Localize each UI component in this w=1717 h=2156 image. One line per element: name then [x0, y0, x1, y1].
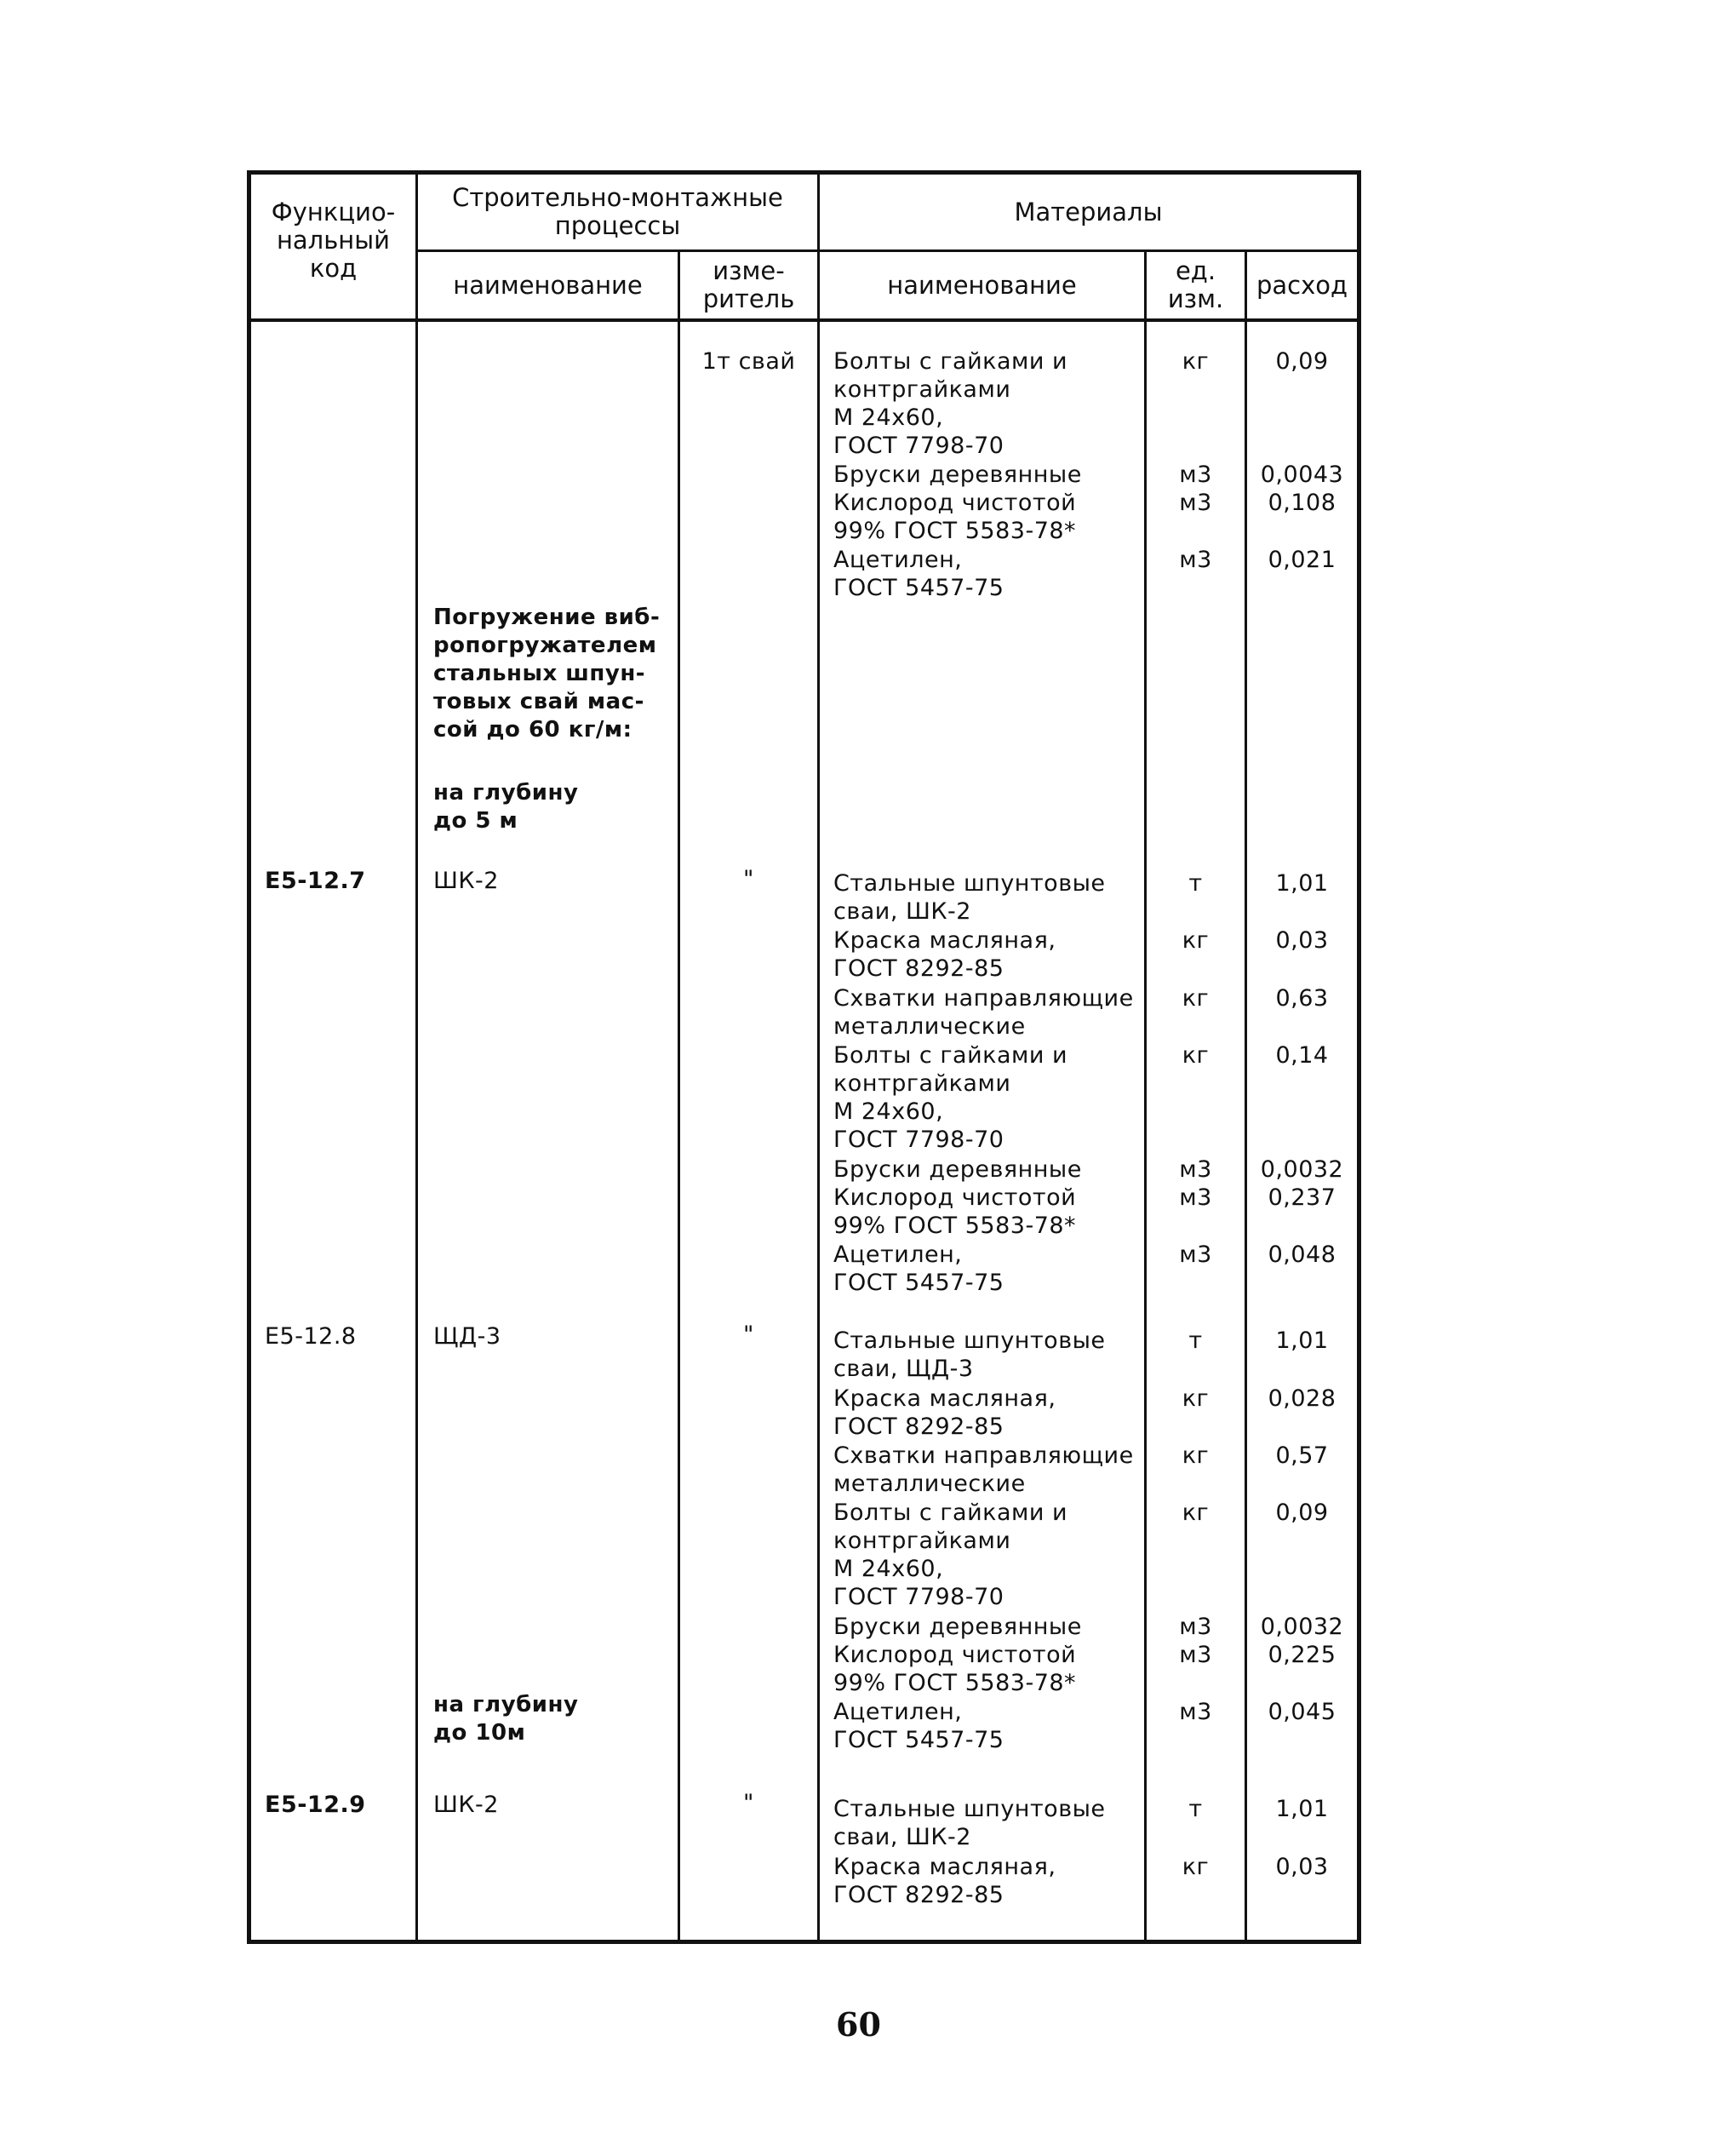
material-name: Болты с гайками и контргайками М 24х60, ГОСТ 7798-70	[833, 1499, 1068, 1610]
material-name: Болты с гайками и контргайками М 24х60, ГОСТ 7798-70	[833, 1042, 1068, 1153]
material-name: Ацетилен, ГОСТ 5457-75	[833, 1699, 1004, 1753]
material-qty: 0,048	[1268, 1241, 1336, 1268]
material-unit: м3	[1179, 1241, 1212, 1268]
material-unit: т	[1188, 1796, 1203, 1822]
material-qty: 0,14	[1275, 1042, 1329, 1069]
header-process-meter: изме- ритель	[679, 251, 819, 321]
material-unit: м3	[1179, 1642, 1212, 1668]
material-name: Стальные шпунтовые сваи, ШК-2	[833, 1796, 1106, 1850]
material-name: Схватки направляющие металлические	[833, 1442, 1134, 1497]
material-unit: м3	[1179, 462, 1212, 488]
material-qty: 0,09	[1275, 348, 1329, 375]
material-unit: кг	[1182, 1442, 1210, 1469]
material-unit: м3	[1179, 490, 1212, 516]
material-qty: 0,57	[1275, 1442, 1329, 1469]
material-qty: 0,045	[1268, 1699, 1336, 1725]
material-unit-column	[1146, 320, 1246, 1942]
material-unit: т	[1188, 1327, 1203, 1354]
process-name: ШК-2	[433, 1792, 499, 1818]
material-unit: кг	[1182, 1385, 1210, 1412]
material-unit: кг	[1182, 1042, 1210, 1069]
material-qty: 0,03	[1275, 927, 1329, 954]
depth-heading: на глубину до 10м	[433, 1692, 579, 1746]
material-qty-column	[1246, 320, 1359, 1942]
material-name: Стальные шпунтовые сваи, ШК-2	[833, 870, 1106, 925]
material-qty: 0,108	[1268, 490, 1336, 516]
material-name: Краска масляная, ГОСТ 8292-85	[833, 927, 1056, 982]
section-title: Погружение виб- ропогружателем стальных шпун- товых свай мас- сой до 60 кг/м:	[433, 605, 661, 743]
material-qty: 0,0032	[1260, 1156, 1344, 1183]
material-qty: 0,237	[1268, 1184, 1336, 1211]
material-unit: м3	[1179, 547, 1212, 573]
process-name: ШК-2	[433, 868, 499, 894]
material-name: Бруски деревянные	[833, 462, 1082, 488]
material-qty: 0,63	[1275, 985, 1329, 1012]
page-number: 60	[836, 2005, 881, 2044]
ditto-mark: "	[743, 866, 754, 892]
item-code: Е5-12.8	[265, 1323, 357, 1350]
process-meter: 1т свай	[701, 348, 796, 375]
material-unit: кг	[1182, 1854, 1210, 1880]
header-material-qty: расход	[1246, 251, 1359, 321]
material-qty: 1,01	[1275, 1327, 1329, 1354]
material-name: Кислород чистотой 99% ГОСТ 5583-78*	[833, 490, 1077, 544]
material-unit: м3	[1179, 1614, 1212, 1640]
material-unit: кг	[1182, 927, 1210, 954]
material-name: Схватки направляющие металлические	[833, 985, 1134, 1040]
material-name: Ацетилен, ГОСТ 5457-75	[833, 1241, 1004, 1296]
header-functional-code: Функцио- нальный код	[249, 173, 417, 321]
header-material-unit: ед. изм.	[1146, 251, 1246, 321]
material-name: Бруски деревянные	[833, 1614, 1082, 1640]
depth-heading: на глубину до 5 м	[433, 780, 579, 834]
material-unit: т	[1188, 870, 1203, 897]
material-name: Кислород чистотой 99% ГОСТ 5583-78*	[833, 1184, 1077, 1239]
process-name-column	[417, 320, 679, 1942]
material-qty: 0,028	[1268, 1385, 1336, 1412]
material-unit: м3	[1179, 1699, 1212, 1725]
material-unit: кг	[1182, 985, 1210, 1012]
norms-table	[247, 170, 1361, 1944]
material-qty: 0,09	[1275, 1499, 1329, 1526]
material-unit: м3	[1179, 1156, 1212, 1183]
material-unit: кг	[1182, 1499, 1210, 1526]
header-process-name: наименование	[417, 251, 679, 321]
material-name: Краска масляная, ГОСТ 8292-85	[833, 1385, 1056, 1440]
material-qty: 0,03	[1275, 1854, 1329, 1880]
material-qty: 0,0043	[1260, 462, 1344, 488]
material-name-column	[819, 320, 1146, 1942]
item-code: Е5-12.7	[265, 868, 366, 894]
material-qty: 1,01	[1275, 1796, 1329, 1822]
material-name: Болты с гайками и контргайками М 24х60, ГОСТ 7798-70	[833, 348, 1068, 459]
material-unit: м3	[1179, 1184, 1212, 1211]
item-code: Е5-12.9	[265, 1792, 366, 1818]
material-unit: кг	[1182, 348, 1210, 375]
material-name: Ацетилен, ГОСТ 5457-75	[833, 547, 1004, 601]
header-material-name: наименование	[819, 251, 1146, 321]
ditto-mark: "	[743, 1322, 754, 1348]
material-qty: 0,225	[1268, 1642, 1336, 1668]
code-column	[249, 320, 417, 1942]
material-qty: 0,0032	[1260, 1614, 1344, 1640]
header-construction-processes: Строительно-монтажные процессы	[417, 173, 819, 251]
material-name: Краска масляная, ГОСТ 8292-85	[833, 1854, 1056, 1908]
ditto-mark: "	[743, 1790, 754, 1816]
material-qty: 1,01	[1275, 870, 1329, 897]
process-name: ЩД-3	[433, 1323, 501, 1350]
material-name: Бруски деревянные	[833, 1156, 1082, 1183]
header-materials: Материалы	[819, 173, 1359, 251]
material-name: Кислород чистотой 99% ГОСТ 5583-78*	[833, 1642, 1077, 1696]
material-name: Стальные шпунтовые сваи, ЩД-3	[833, 1327, 1106, 1382]
process-meter-column	[679, 320, 819, 1942]
material-qty: 0,021	[1268, 547, 1336, 573]
